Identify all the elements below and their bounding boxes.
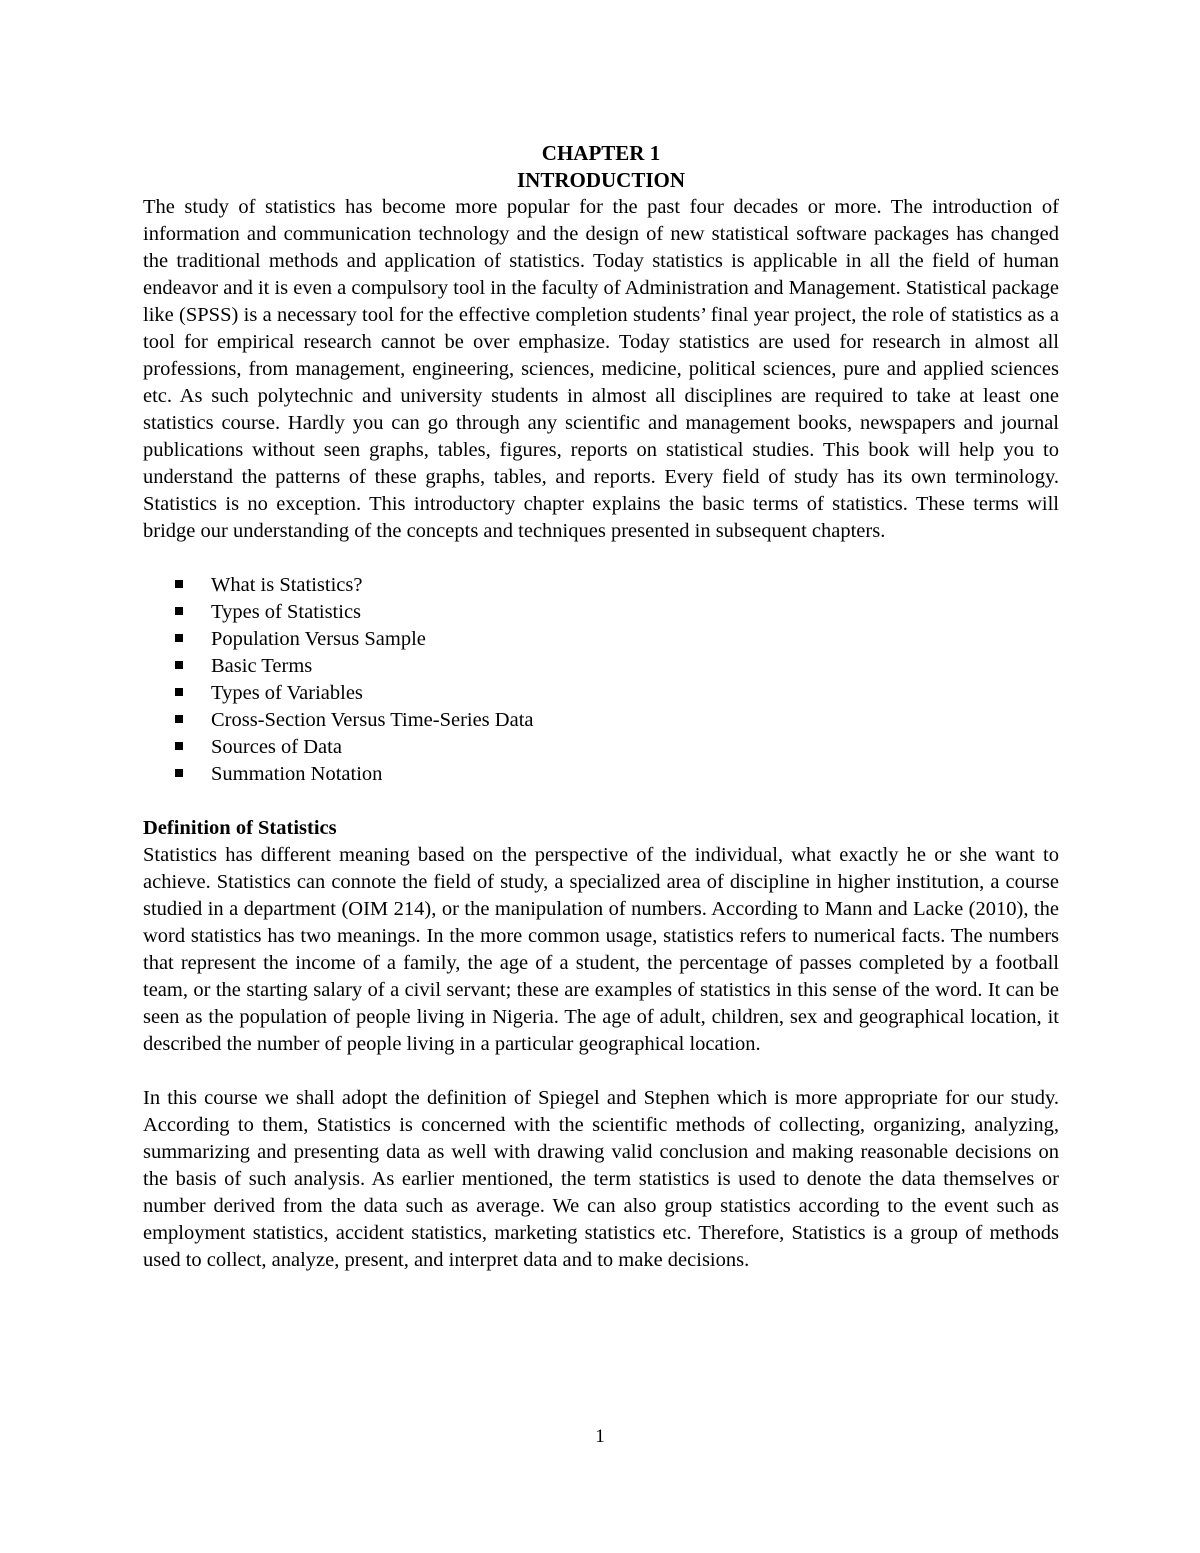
definition-paragraph-1: Statistics has different meaning based on the perspective of the individual, what exactly he or she want to achieve. Statistics can connote the field of study, a specialized area of discipline in higher institution, a course studied in a department (OIM 214), or the manipulation of numbers. According to Mann and Lacke (2010), the word statistics has two meanings. In the more common usage, statistics refers to numerical facts. The numbers that represent the income of a family, the age of a student, the percentage of passes completed by a football team, or the starting salary of a civil servant; these are examples of statistics in this sense of the word. It can be seen as the population of people living in Nigeria. The age of adult, children, sex and geographical location, it described the number of people living in a particular geographical location. [143,844,1059,1055]
topic-label: What is Statistics? [211,574,363,596]
topic-list-item [175,599,1059,626]
topic-list-item [175,680,1059,707]
topic-list-item [175,653,1059,680]
document-page [143,140,1059,1274]
topic-list-item [175,626,1059,653]
topic-label: Sources of Data [211,736,342,758]
topic-label: Types of Statistics [211,601,362,623]
topic-list-item [175,707,1059,734]
intro-paragraph: The study of statistics has become more popular for the past four decades or more. The introduction of information and communication technology and the design of new statistical software packages has changed the traditional methods and application of statistics. Today statistics is applicable in all the field of human endeavor and it is even a compulsory tool in the faculty of Administration and Management. Statistical package like (SPSS) is a necessary tool for the effective completion students’ final year project, the role of statistics as a tool for empirical research cannot be over emphasize. Today statistics are used for research in almost all professions, from management, engineering, sciences, medicine, political sciences, pure and applied sciences etc. As such polytechnic and university students in almost all disciplines are required to take at least one statistics course. Hardly you can go through any scientific and management books, newspapers and journal publications without seen graphs, tables, figures, reports on statistical studies. This book will help you to understand the patterns of these graphs, tables, and reports. Every field of study has its own terminology. Statistics is no exception. This introductory chapter explains the basic terms of statistics. These terms will bridge our understanding of the concepts and techniques presented in subsequent chapters. [143,196,1059,542]
chapter-topics-list [143,572,1059,788]
section-heading-definition: Definition of Statistics [143,817,337,839]
chapter-title: INTRODUCTION [516,168,686,192]
topic-label: Population Versus Sample [211,628,426,650]
topic-label: Cross-Section Versus Time-Series Data [211,709,534,731]
square-bullet-icon [175,580,183,588]
chapter-number: CHAPTER 1 [541,141,661,165]
topic-list-item [175,734,1059,761]
definition-paragraph-2: In this course we shall adopt the definition of Spiegel and Stephen which is more appropriate for our study. According to them, Statistics is concerned with the scientific methods of collecting, organizing, analyzing, summarizing and presenting data as well with drawing valid conclusion and making reasonable decisions on the basis of such analysis. As earlier mentioned, the term statistics is used to denote the data themselves or number derived from the data such as average. We can also group statistics according to the event such as employment statistics, accident statistics, marketing statistics etc. Therefore, Statistics is a group of methods used to collect, analyze, present, and interpret data and to make decisions. [143,1087,1059,1271]
square-bullet-icon [175,661,183,669]
square-bullet-icon [175,607,183,615]
square-bullet-icon [175,634,183,642]
topic-label: Basic Terms [211,655,313,677]
topic-list-item [175,761,1059,788]
topic-list-item [175,572,1059,599]
page-number: 1 [595,1426,605,1447]
topic-label: Types of Variables [211,682,363,704]
square-bullet-icon [175,742,183,750]
square-bullet-icon [175,688,183,696]
square-bullet-icon [175,715,183,723]
topic-label: Summation Notation [211,763,383,785]
square-bullet-icon [175,769,183,777]
